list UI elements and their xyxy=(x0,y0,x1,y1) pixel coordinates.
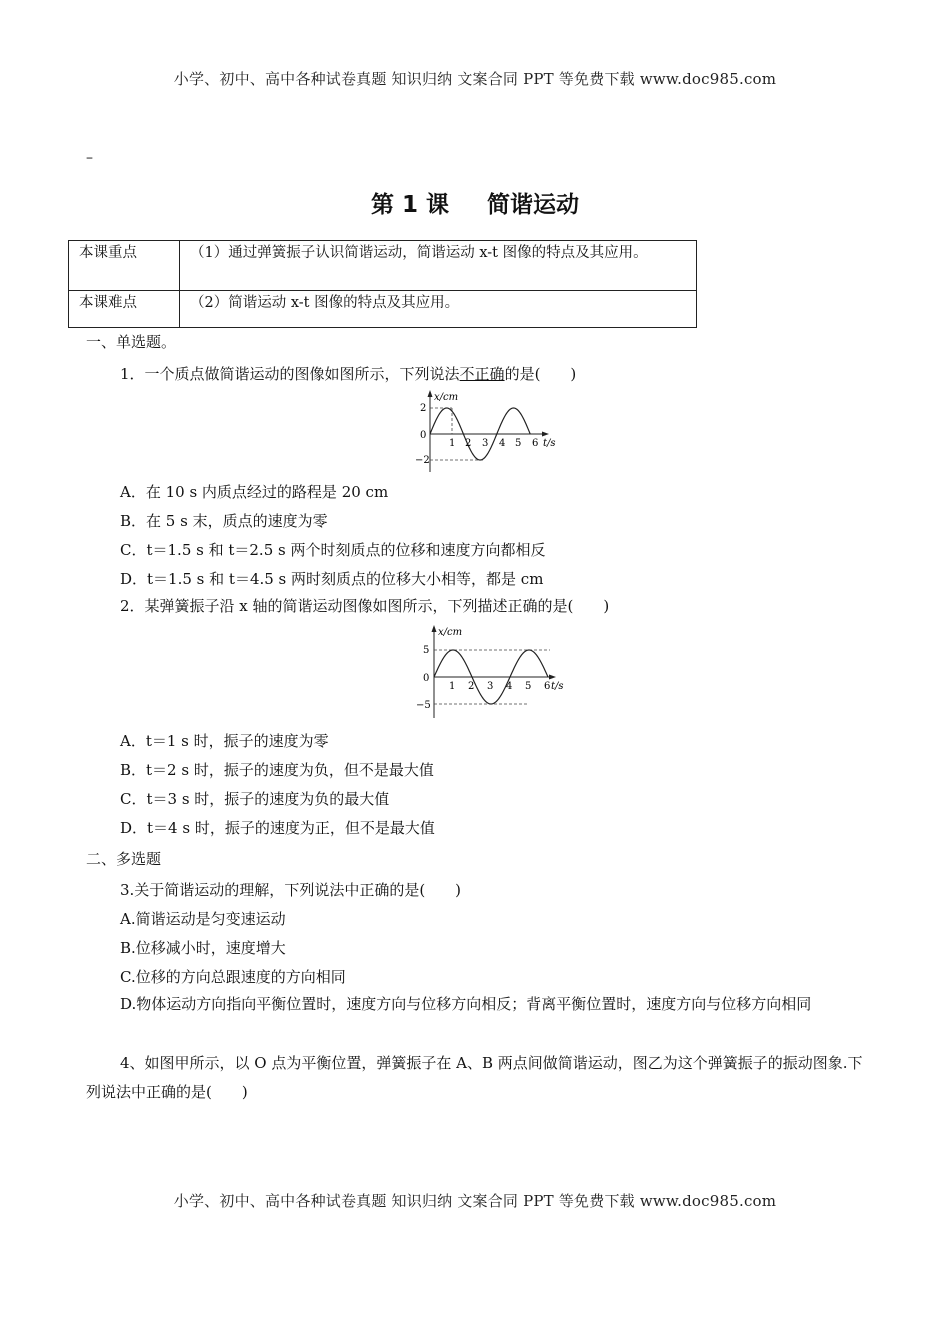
y-axis-arrow xyxy=(428,390,433,397)
question-stem: 3.关于简谐运动的理解，下列说法中正确的是( ) xyxy=(120,881,462,899)
x-tick-label: 6 xyxy=(532,438,539,449)
stray-dash: – xyxy=(86,150,93,166)
objective-label: 本课重点 xyxy=(69,241,180,291)
objective-row xyxy=(69,241,697,291)
objective-text: （2）简谐运动 x-t 图像的特点及其应用。 xyxy=(180,291,697,328)
option-c: C．t＝1.5 s 和 t＝2.5 s 两个时刻质点的位移和速度方向都相反 xyxy=(120,541,546,559)
y-axis-label: x/cm xyxy=(438,627,463,638)
x-axis-label: t/s xyxy=(551,681,564,692)
x-axis-arrow xyxy=(549,675,556,680)
origin-label: 0 xyxy=(423,673,430,684)
x-tick-label: 5 xyxy=(525,681,532,692)
y-tick-label: 5 xyxy=(423,645,430,656)
objectives-table xyxy=(68,240,697,328)
x-tick-label: 6 xyxy=(544,681,551,692)
x-tick-label: 1 xyxy=(449,681,456,692)
stem-underline: 不正确 xyxy=(459,365,505,383)
option-a: A．t＝1 s 时，振子的速度为零 xyxy=(120,732,329,750)
page-header: 小学、初中、高中各种试卷真题 知识归纳 文案合同 PPT 等免费下载 www.doc985.com xyxy=(173,70,777,88)
option-b: B．在 5 s 末，质点的速度为零 xyxy=(120,512,328,530)
x-tick-label: 3 xyxy=(487,681,494,692)
lesson-number: 第 1 课 xyxy=(370,192,450,218)
objective-label: 本课难点 xyxy=(69,291,180,328)
x-tick-label: 5 xyxy=(515,438,522,449)
page-footer: 小学、初中、高中各种试卷真题 知识归纳 文案合同 PPT 等免费下载 www.doc985.com xyxy=(173,1192,777,1210)
option-b: B．t＝2 s 时，振子的速度为负，但不是最大值 xyxy=(120,761,434,779)
q1-xt-graph xyxy=(415,388,575,472)
x-tick-label: 4 xyxy=(506,681,513,692)
question-stem: 2．某弹簧振子沿 x 轴的简谐运动图像如图所示，下列描述正确的是( ) xyxy=(120,597,610,615)
y-tick-label: 2 xyxy=(420,403,427,414)
question-stem xyxy=(120,364,576,384)
x-axis-arrow xyxy=(542,432,549,437)
lesson-title xyxy=(0,186,950,219)
x-tick-label: 2 xyxy=(468,681,475,692)
option-c: C．t＝3 s 时，振子的速度为负的最大值 xyxy=(120,790,390,808)
section-heading: 二、多选题 xyxy=(86,850,162,868)
option-b: B.位移减小时，速度增大 xyxy=(120,939,286,957)
x-tick-label: 1 xyxy=(449,438,456,449)
q2-xt-graph xyxy=(412,622,577,718)
stem-text: 的是( ) xyxy=(504,365,577,383)
objective-text: （1）通过弹簧振子认识简谐运动，简谐运动 x-t 图像的特点及其应用。 xyxy=(180,241,697,291)
option-a: A．在 10 s 内质点经过的路程是 20 cm xyxy=(120,483,389,501)
x-tick-label: 2 xyxy=(465,438,472,449)
option-a: A.简谐运动是匀变速运动 xyxy=(120,910,286,928)
option-d: D．t＝1.5 s 和 t＝4.5 s 两时刻质点的位移大小相等，都是 cm xyxy=(120,570,544,588)
option-d: D．t＝4 s 时，振子的速度为正，但不是最大值 xyxy=(120,819,435,837)
objective-row xyxy=(69,291,697,328)
option-d: D.物体运动方向指向平衡位置时，速度方向与位移方向相反；背离平衡位置时，速度方向与位移方向相同 xyxy=(120,995,812,1013)
x-axis-label: t/s xyxy=(543,438,556,449)
y-axis-label: x/cm xyxy=(434,392,459,403)
y-tick-label: −5 xyxy=(416,700,431,711)
y-axis-arrow xyxy=(432,625,437,632)
option-c: C.位移的方向总跟速度的方向相同 xyxy=(120,968,346,986)
origin-label: 0 xyxy=(420,430,427,441)
section-heading: 一、单选题。 xyxy=(86,333,177,351)
x-tick-label: 3 xyxy=(482,438,489,449)
question-stem: 4、如图甲所示，以 O 点为平衡位置，弹簧振子在 A、B 两点间做简谐运动，图乙为这个弹簧振子的振动图象.下列说法中正确的是( ) xyxy=(86,1054,863,1101)
stem-text: 1．一个质点做简谐运动的图像如图所示，下列说法 xyxy=(120,365,460,383)
y-tick-label: −2 xyxy=(415,455,430,466)
lesson-name: 简谐运动 xyxy=(487,192,580,218)
x-tick-label: 4 xyxy=(499,438,506,449)
